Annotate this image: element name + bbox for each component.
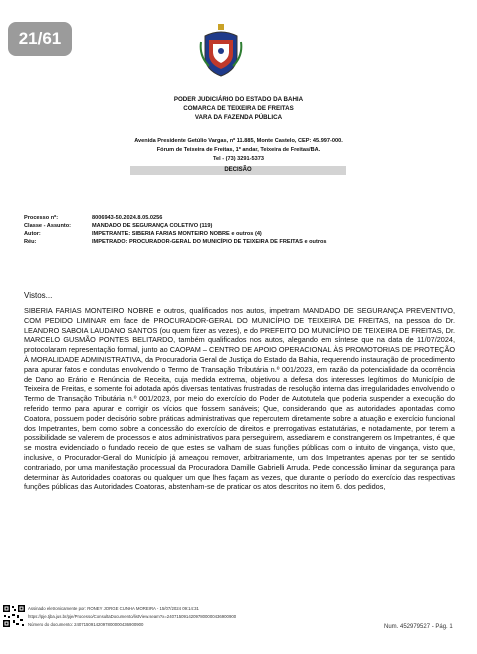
meta-value: IMPETRADO: PROCURADOR-GERAL DO MUNICÍPIO DE TEIXEIRA DE FREITAS e outros [92, 239, 327, 245]
meta-value: MANDADO DE SEGURANÇA COLETIVO (119) [92, 223, 213, 229]
decision-body [24, 306, 455, 587]
page-number: Num. 452979527 - Pág. 1 [384, 624, 453, 630]
qr-code-icon [2, 604, 26, 628]
meta-row-process [24, 214, 444, 222]
header-line-2: COMARCA DE TEIXEIRA DE FREITAS [183, 105, 294, 112]
address-line-3: Tel - (73) 3291-5373 [213, 156, 264, 162]
meta-label: Autor: [24, 231, 41, 237]
meta-label: Classe - Assunto: [24, 223, 72, 229]
coat-of-arms-icon [199, 22, 243, 78]
address-line-2: Fórum de Teixeira de Freitas, 1º andar, Teixeira de Freitas/BA. [156, 147, 321, 153]
signature-footer [0, 602, 477, 654]
decision-title: DECISÃO [130, 166, 346, 175]
meta-value: 8006943-50.2024.8.05.0256 [92, 215, 163, 221]
header-line-3: VARA DA FAZENDA PÚBLICA [194, 114, 283, 121]
meta-label: Réu: [24, 239, 37, 245]
document-url[interactable]: https://pje.tjba.jus.br/pje/Processo/ConsultaDocumento/listView.seam?x=24071509142097800000436900900 [28, 614, 237, 619]
court-address [0, 137, 477, 164]
body-paragraph: SIBERIA FARIAS MONTEIRO NOBRE e outros, qualificados nos autos, impetram MANDADO DE SEGURANÇA PREVENTIVO, COM PEDIDO LIMINAR em face de PROCURADOR-GERAL DO MUNICÍPIO DE TEIXEIRA DE FREITAS, na pessoa do Dr. LEANDRO SABOIA LAUDANO SANTOS (ou quem fizer as vezes), e do PREFEITO DO MUNICÍPIO DE TEIXEIRA DE FREITAS, Dr. MARCELO GUSMÃO PONTES BELITARDO, também qualificados nos autos, alegando em síntese que na data de 11/07/2024, protocolaram representação formal, junto ao CAOPAM – CENTRO DE APOIO OPERACIONAL ÀS PROMOTORIAS DE PROTEÇÃO À MORALIDADE ADMINISTRATIVA, da Procuradoria Geral de Justiça do Estado da Bahia, requerendo instauração de procedimento para apurar fatos e condutas envolvendo o Termo de Transação Tributária n.º 001/2023, em razão da potencialidade da ocorrência de Dano ao Erário e Renúncia de Receita, cuja medida extrema, objetivou a defesa dos interesses legítimos do Município de Teixeira de Freitas, e somente foi adotada após diversas tentativas frustradas de resolução interna das irregularidades envolvendo o Termo de Transação Tributária n.º 001/2023, por meio do exercício do Poder de Autotutela que poderia suspender a execução do referido termo para apurar e corrigir os vícios que fossem sanáveis; Que, considerando que as autoridades apontadas como Coatora, possuem poder decisório sobre práticas administrativas que repercutem diretamente sobre a atuação e exercício funcional dos Impetrantes, bem como sobre a concessão do exercício de direitos e prerrogativas estatutárias, e notadamente, por terem a possibilidade se valerem de processos e atos administrativos para perseguirem, assediarem e constrangerem os Impetrantes, é que se mostra evidenciado o fundado receio de que estes se valham de suas funções públicas com o intuito de vingança, visto que, inclusive, o Procurador-Geral do Município já ameaçou remover, arbitrariamente, um dos Impetrantes apenas por ter se sentido contrariado, por uma manifestação processual da Procuradora Damille Gabrielli Arruda. Pede concessão liminar da segurança para determinar às Autoridades coatoras ou qualquer um que lhes façam as vezes, que durante o período do exercício das respectivas funções públicas das Autoridades Coatoras, abstenham-se de praticar os atos descritos no item 6. dos pedidos, [24, 306, 455, 492]
header-line-1: PODER JUDICIÁRIO DO ESTADO DA BAHIA [173, 96, 304, 103]
meta-row-defendant [24, 238, 444, 246]
court-header [0, 95, 477, 122]
document-number: Número do documento: 24071509142097800000436900900 [28, 622, 144, 627]
vistos-heading: Vistos... [24, 291, 53, 300]
address-line-1: Avenida Presidente Getúlio Vargas, nº 11.885, Monte Castelo, CEP: 45.997-000. [134, 138, 343, 144]
meta-label: Processo nº: [24, 215, 59, 221]
page-counter: 21/61 [8, 22, 72, 56]
signed-by: Assinado eletronicamente por: RONEY JORGE CUNHA MOREIRA - 15/07/2024 09:14:31 [28, 606, 199, 611]
case-metadata [24, 214, 444, 246]
meta-row-author [24, 230, 444, 238]
meta-value: IMPETRANTE: SIBERIA FARIAS MONTEIRO NOBRE e outros (4) [92, 231, 262, 237]
meta-row-class [24, 222, 444, 230]
